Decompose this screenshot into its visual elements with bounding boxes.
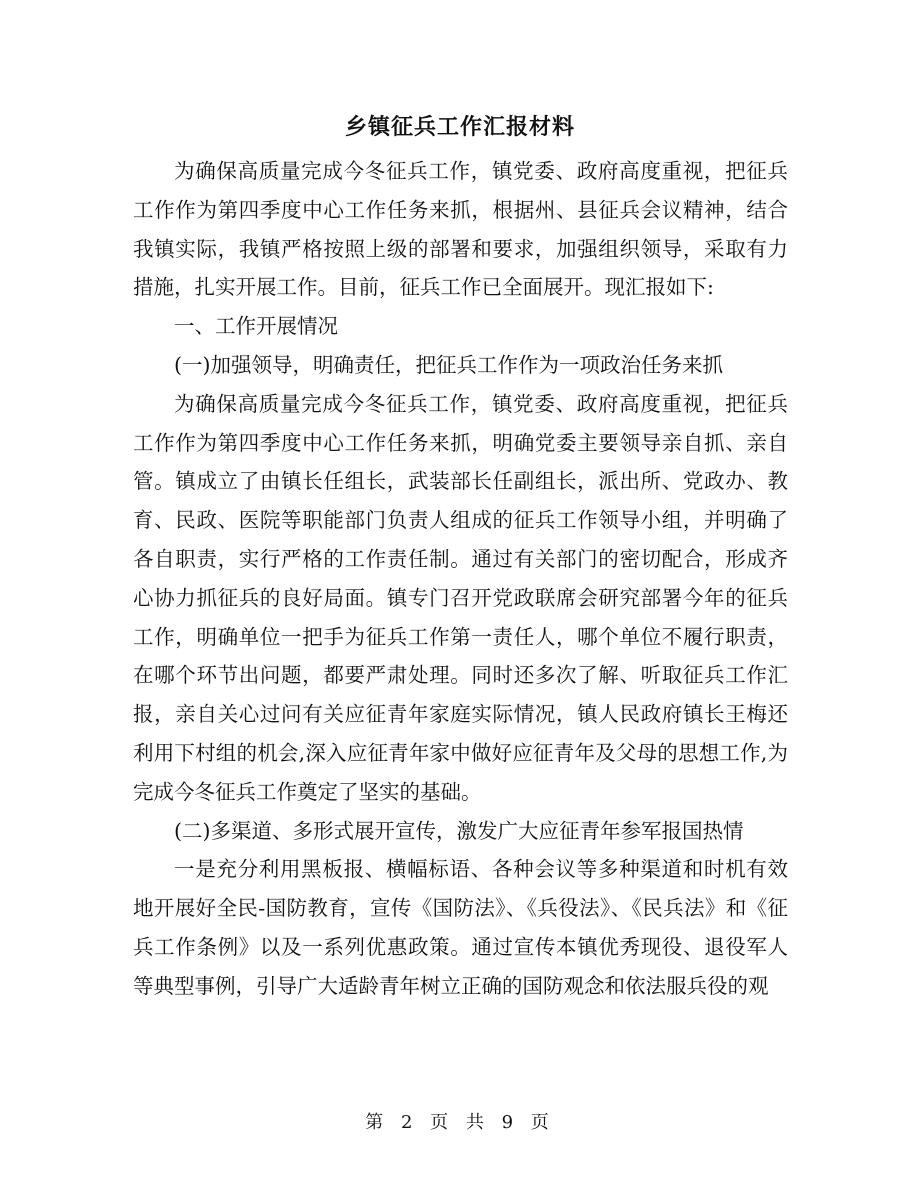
paragraph-publicity: 一是充分利用黑板报、横幅标语、各种会议等多种渠道和时机有效地开展好全民-国防教育，宣传《国防法》、《兵役法》、《民兵法》和《征兵工作条例》以及一系列优惠政策。通过宣传本镇优秀现役、退役军人等典型事例，引导广大适龄青年树立正确的国防观念和依法服兵役的观 <box>133 857 788 998</box>
document-body <box>133 152 788 1006</box>
document-title: 乡镇征兵工作汇报材料 <box>344 114 575 140</box>
subsection-heading-2: (二)多渠道、多形式展开宣传，激发广大应征青年参军报国热情 <box>174 818 744 843</box>
subsection-heading-1: (一)加强领导，明确责任，把征兵工作作为一项政治任务来抓 <box>174 352 723 377</box>
paragraph-leadership: 为确保高质量完成今冬征兵工作，镇党委、政府高度重视，把征兵工作作为第四季度中心工作任务来抓，明确党委主要领导亲自抓、亲自管。镇成立了由镇长任组长，武装部长任副组长，派出所、党政办、教育、民政、医院等职能部门负责人组成的征兵工作领导小组，并明确了各自职责，实行严格的工作责任制。通过有关部门的密切配合，形成齐心协力抓征兵的良好局面。镇专门召开党政联席会研究部署今年的征兵工作，明确单位一把手为征兵工作第一责任人，哪个单位不履行职责，在哪个环节出问题，都要严肃处理。同时还多次了解、听取征兵工作汇报，亲自关心过问有关应征青年家庭实际情况，镇人民政府镇长王梅还利用下村组的机会,深入应征青年家中做好应征青年及父母的思想工作,为完成今冬征兵工作奠定了坚实的基础。 <box>133 391 788 804</box>
page-number-footer: 第 2 页 共 9 页 <box>365 1112 555 1133</box>
paragraph-intro: 为确保高质量完成今冬征兵工作，镇党委、政府高度重视，把征兵工作作为第四季度中心工作任务来抓，根据州、县征兵会议精神，结合我镇实际，我镇严格按照上级的部署和要求，加强组织领导，采取有力措施，扎实开展工作。目前，征兵工作已全面展开。现汇报如下: <box>133 159 788 300</box>
section-heading-1: 一、工作开展情况 <box>174 314 338 339</box>
